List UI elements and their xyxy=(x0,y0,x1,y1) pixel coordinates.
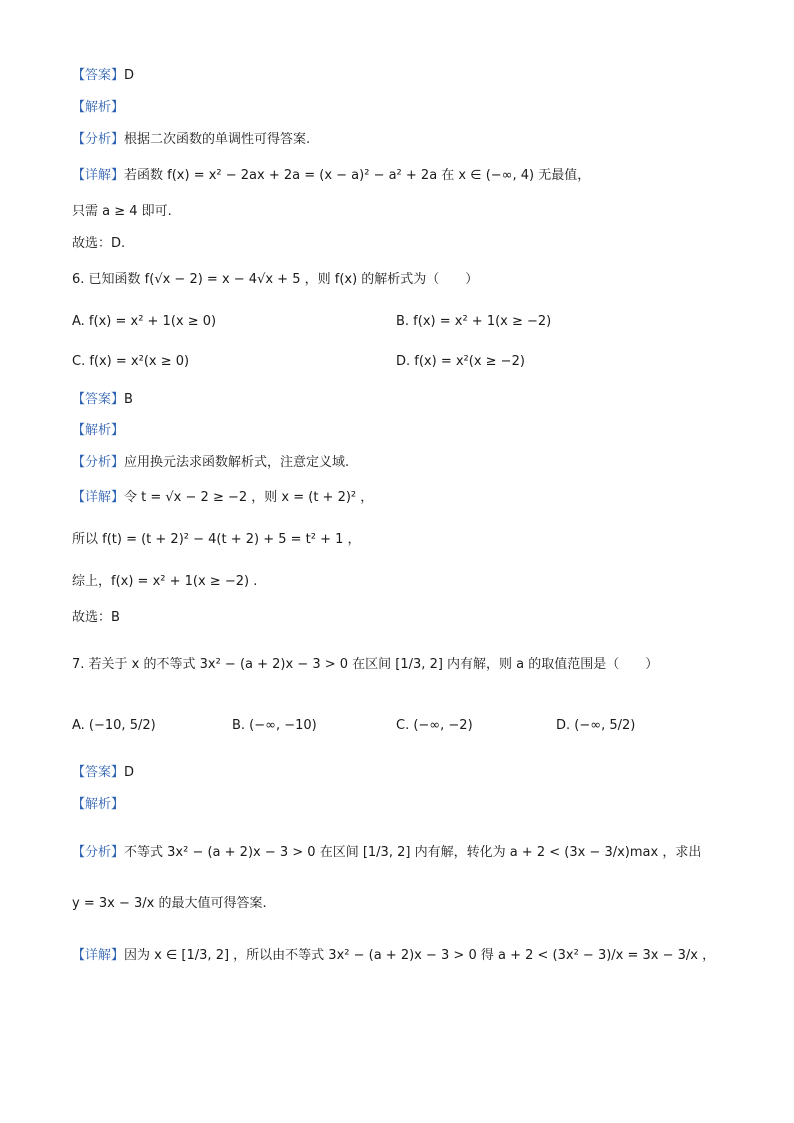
answer-tag: 【答案】 xyxy=(72,392,125,407)
fenxi-text: 不等式 3x² − (a + 2)x − 3 > 0 在区间 [1/3, 2] 内有解，转化为 a + 2 < (3x − 3/x)max ，求出 xyxy=(124,845,702,860)
detail-line xyxy=(72,946,715,966)
detail-tag: 【详解】 xyxy=(72,490,125,505)
answer-line xyxy=(72,763,134,783)
answer-value: D xyxy=(124,765,135,780)
answer-tag: 【答案】 xyxy=(72,68,125,83)
fenxi-text: 应用换元法求函数解析式，注意定义域. xyxy=(124,455,350,470)
question-7: 7. 若关于 x 的不等式 3x² − (a + 2)x − 3 > 0 在区间 [1/3, 2] 内有解，则 a 的取值范围是（ ） xyxy=(72,657,659,672)
text-line: y = 3x − 3/x 的最大值可得答案. xyxy=(72,896,267,911)
analysis-tag-line xyxy=(72,795,124,815)
detail-tag: 【详解】 xyxy=(72,168,125,183)
text-line: 综上，f(x) = x² + 1(x ≥ −2) . xyxy=(72,574,258,589)
analysis-tag: 【解析】 xyxy=(72,797,125,812)
q7-option-d: D. (−∞, 5/2) xyxy=(556,718,636,733)
fenxi-tag: 【分析】 xyxy=(72,132,125,147)
answer-value: B xyxy=(124,392,133,407)
answer-value: D xyxy=(124,68,135,83)
text-line: 所以 f(t) = (t + 2)² − 4(t + 2) + 5 = t² + 1 ， xyxy=(72,532,361,547)
answer-line xyxy=(72,66,134,86)
detail-line xyxy=(72,488,373,508)
q6-option-c: C. f(x) = x²(x ≥ 0) xyxy=(72,354,190,369)
fenxi-line xyxy=(72,130,310,150)
text-line: 故选：D. xyxy=(72,236,126,251)
analysis-tag: 【解析】 xyxy=(72,423,125,438)
q6-option-d: D. f(x) = x²(x ≥ −2) xyxy=(396,354,525,369)
analysis-tag-line xyxy=(72,98,124,118)
fenxi-text: 根据二次函数的单调性可得答案. xyxy=(124,132,311,147)
answer-line xyxy=(72,390,133,410)
fenxi-tag: 【分析】 xyxy=(72,845,125,860)
q6-option-b: B. f(x) = x² + 1(x ≥ −2) xyxy=(396,314,552,329)
question-6: 6. 已知函数 f(√x − 2) = x − 4√x + 5 ，则 f(x) 的解析式为（ ） xyxy=(72,272,479,287)
q7-option-b: B. (−∞, −10) xyxy=(232,718,317,733)
detail-text: 因为 x ∈ [1/3, 2] ，所以由不等式 3x² − (a + 2)x − 3 > 0 得 a + 2 < (3x² − 3)/x = 3x − 3/x ， xyxy=(124,948,716,963)
fenxi-line xyxy=(72,843,701,863)
answer-tag: 【答案】 xyxy=(72,765,125,780)
q7-option-c: C. (−∞, −2) xyxy=(396,718,473,733)
fenxi-line xyxy=(72,453,349,473)
text-line: 只需 a ≥ 4 即可. xyxy=(72,204,172,219)
analysis-tag-line xyxy=(72,421,124,441)
q6-option-a: A. f(x) = x² + 1(x ≥ 0) xyxy=(72,314,217,329)
detail-text: 令 t = √x − 2 ≥ −2 ，则 x = (t + 2)² ， xyxy=(124,490,374,505)
detail-tag: 【详解】 xyxy=(72,948,125,963)
detail-text: 若函数 f(x) = x² − 2ax + 2a = (x − a)² − a² + 2a 在 x ∈ (−∞, 4) 无最值， xyxy=(124,168,591,183)
fenxi-tag: 【分析】 xyxy=(72,455,125,470)
q7-option-a: A. (−10, 5/2) xyxy=(72,718,156,733)
analysis-tag: 【解析】 xyxy=(72,100,125,115)
detail-line xyxy=(72,166,590,186)
text-line: 故选：B xyxy=(72,610,120,625)
